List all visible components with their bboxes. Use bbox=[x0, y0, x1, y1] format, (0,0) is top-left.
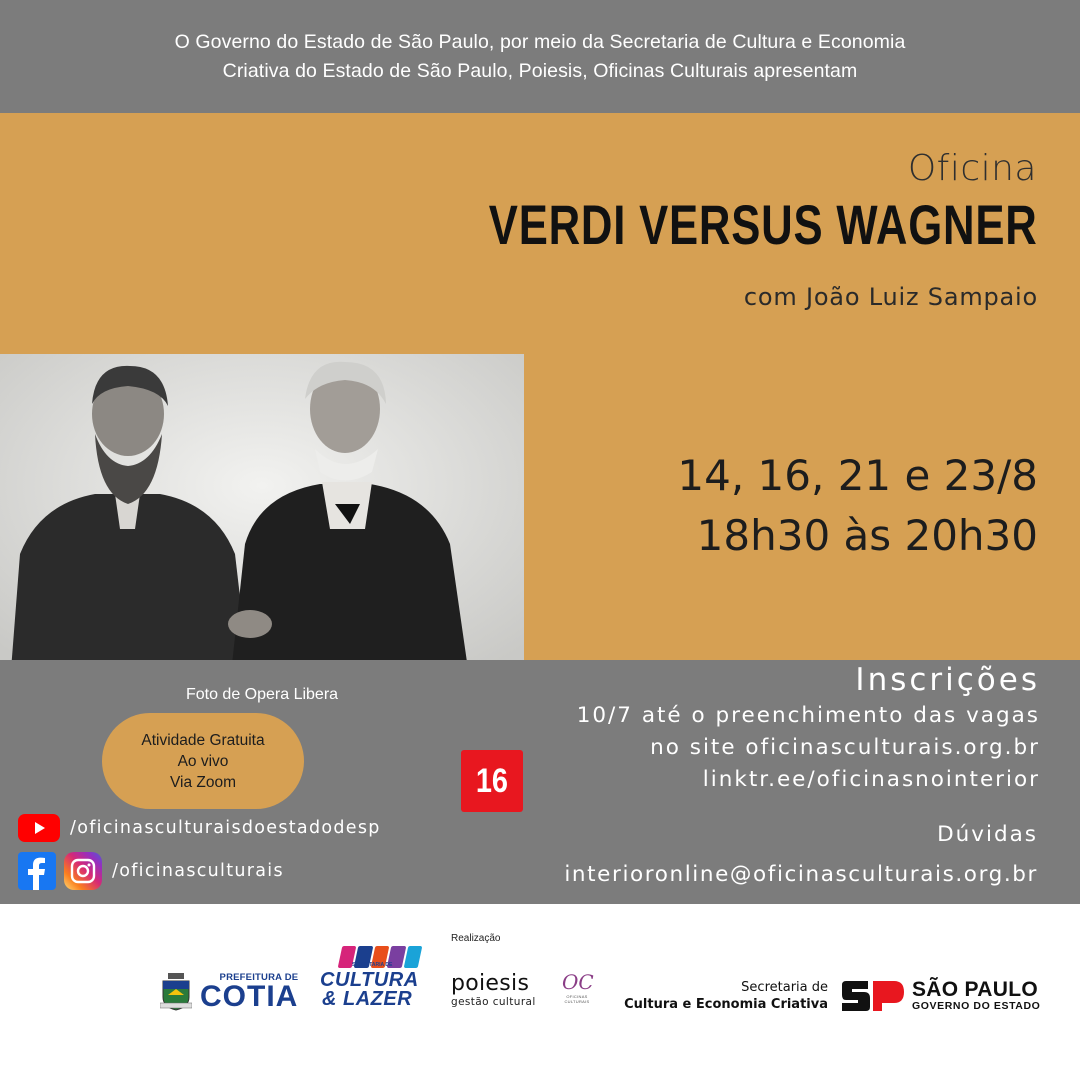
activity-zoom: Via Zoom bbox=[169, 773, 237, 791]
sp-name: SÃO PAULO bbox=[912, 978, 1038, 1001]
event-schedule bbox=[677, 446, 1038, 566]
youtube-handle[interactable]: /oficinasculturaisdoestadodesp bbox=[70, 818, 381, 838]
cotia-big-text: COTIA bbox=[200, 980, 299, 1013]
activity-free: Atividade Gratuita bbox=[141, 731, 265, 749]
sp-subtitle: GOVERNO DO ESTADO bbox=[912, 1000, 1041, 1012]
registration-period: 10/7 até o preenchimento das vagas bbox=[576, 703, 1040, 728]
event-dates: 14, 16, 21 e 23/8 bbox=[677, 451, 1038, 500]
contact-email[interactable]: interioronline@oficinasculturais.org.br bbox=[564, 862, 1038, 887]
registration-site[interactable]: no site oficinasculturais.org.br bbox=[650, 735, 1040, 760]
cotia-logo bbox=[160, 972, 298, 1011]
poiesis-subtitle: gestão cultural bbox=[451, 996, 536, 1008]
composers-illustration bbox=[0, 354, 524, 683]
event-title: VERDI VERSUS WAGNER bbox=[489, 193, 1038, 256]
registration-title: Inscrições bbox=[855, 662, 1040, 698]
sp-mark-icon bbox=[842, 981, 904, 1011]
realizacao-label: Realização bbox=[451, 933, 501, 944]
header-band bbox=[0, 0, 1080, 113]
doubts-label: Dúvidas bbox=[937, 822, 1038, 847]
oc-mark: OC bbox=[562, 970, 594, 994]
activity-info-pill bbox=[102, 713, 304, 809]
lazer-word: & LAZER bbox=[322, 988, 413, 1010]
poiesis-name: poiesis bbox=[451, 971, 530, 996]
youtube-row[interactable] bbox=[18, 814, 381, 842]
cotia-crest-icon bbox=[160, 973, 192, 1011]
secretaria-cultura-logo bbox=[624, 979, 828, 1013]
registration-info bbox=[577, 660, 1040, 796]
cultura-tag: SECRETARIA DE bbox=[352, 962, 393, 968]
header-line-1: O Governo do Estado de São Paulo, por meio da Secretaria de Cultura e Economia bbox=[174, 30, 906, 53]
cotia-small-text: PREFEITURA DE bbox=[219, 972, 299, 983]
instagram-icon[interactable] bbox=[64, 852, 102, 890]
event-type: Oficina bbox=[907, 148, 1037, 189]
age-rating-value: 16 bbox=[475, 761, 509, 800]
youtube-icon[interactable] bbox=[18, 814, 60, 842]
facebook-instagram-row[interactable] bbox=[18, 852, 284, 890]
facebook-icon[interactable] bbox=[18, 852, 56, 890]
header-line-2: Criativa do Estado de São Paulo, Poiesis, Oficinas Culturais apresentam bbox=[222, 59, 858, 82]
cultura-word: CULTURA bbox=[320, 969, 419, 991]
facebook-instagram-handle[interactable]: /oficinasculturais bbox=[112, 861, 284, 881]
registration-linktree[interactable]: linktr.ee/oficinasnointerior bbox=[702, 767, 1040, 792]
photo-credit: Foto de Opera Libera bbox=[185, 686, 339, 703]
secretaria-line-1: Secretaria de bbox=[741, 980, 828, 995]
poiesis-logo bbox=[451, 972, 536, 1008]
oc-subtitle: OFICINAS CULTURAIS bbox=[564, 994, 590, 1004]
event-time: 18h30 às 20h30 bbox=[696, 511, 1038, 560]
cultura-lazer-logo bbox=[320, 946, 424, 1014]
event-instructor: com João Luiz Sampaio bbox=[743, 283, 1038, 311]
age-rating-badge bbox=[461, 750, 523, 812]
secretaria-line-2: Cultura e Economia Criativa bbox=[624, 997, 828, 1012]
oficinas-culturais-logo bbox=[562, 970, 592, 1004]
composers-photo bbox=[0, 354, 524, 683]
sao-paulo-government-logo bbox=[842, 979, 1040, 1012]
activity-live: Ao vivo bbox=[177, 752, 229, 770]
